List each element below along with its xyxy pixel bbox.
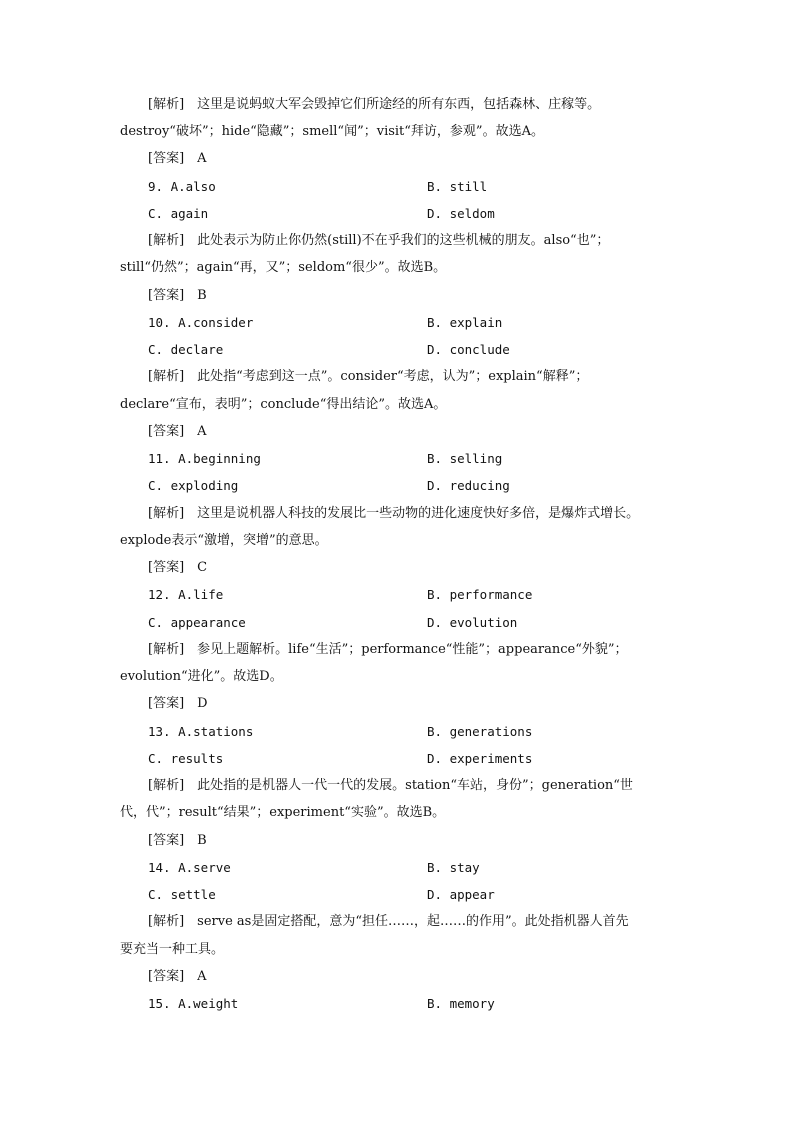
explanation-line: [解析] 此处指“考虑到这一点”。consider“考虑，认为”；explain“解释”； xyxy=(148,369,589,384)
option-c: C. exploding xyxy=(148,478,239,493)
explanation-line: [解析] 此处指的是机器人一代一代的发展。station“车站，身份”；generation“世 xyxy=(148,778,633,793)
option-c: C. declare xyxy=(148,342,224,357)
option-c: C. settle xyxy=(148,887,216,902)
answer-line: [答案] C xyxy=(148,560,208,575)
answer-line: [答案] A xyxy=(148,969,207,984)
option-a: 13. A.stations xyxy=(148,724,254,739)
explanation-line: [解析] serve as是固定搭配，意为“担任……，起……的作用”。此处指机器人首先 xyxy=(148,914,629,929)
answer-line: [答案] A xyxy=(148,151,207,166)
explanation-line: destroy“破坏”；hide“隐藏”；smell“闻”；visit“拜访，参观”。故选A。 xyxy=(120,124,544,139)
answer-line: [答案] D xyxy=(148,696,208,711)
option-b: B. stay xyxy=(427,860,480,875)
option-a: 9. A.also xyxy=(148,179,216,194)
explanation-line: explode表示“激增，突增”的意思。 xyxy=(120,533,328,548)
explanation-line: 要充当一种工具。 xyxy=(120,942,225,957)
option-a: 10. A.consider xyxy=(148,315,254,330)
option-b: B. selling xyxy=(427,451,503,466)
option-c: C. results xyxy=(148,751,224,766)
option-a: 12. A.life xyxy=(148,587,224,602)
option-a: 15. A.weight xyxy=(148,996,239,1011)
option-b: B. still xyxy=(427,179,488,194)
option-d: D. appear xyxy=(427,887,495,902)
option-b: B. memory xyxy=(427,996,495,1011)
option-d: D. conclude xyxy=(427,342,510,357)
answer-line: [答案] B xyxy=(148,288,207,303)
explanation-line: [解析] 这里是说蚂蚁大军会毁掉它们所途经的所有东西，包括森林、庄稼等。 xyxy=(148,97,601,112)
answer-line: [答案] A xyxy=(148,424,207,439)
option-c: C. appearance xyxy=(148,615,246,630)
explanation-line: declare“宣布，表明”；conclude“得出结论”。故选A。 xyxy=(120,397,447,412)
option-d: D. seldom xyxy=(427,206,495,221)
option-d: D. evolution xyxy=(427,615,518,630)
answer-line: [答案] B xyxy=(148,833,207,848)
option-d: D. reducing xyxy=(427,478,510,493)
option-a: 11. A.beginning xyxy=(148,451,261,466)
option-b: B. generations xyxy=(427,724,533,739)
explanation-line: evolution“进化”。故选D。 xyxy=(120,669,283,684)
explanation-line: [解析] 参见上题解析。life“生活”；performance“性能”；appearance“外貌”； xyxy=(148,642,628,657)
explanation-line: still“仍然”；again“再，又”；seldom“很少”。故选B。 xyxy=(120,260,447,275)
option-b: B. performance xyxy=(427,587,533,602)
explanation-line: [解析] 此处表示为防止你仍然(still)不在乎我们的这些机械的朋友。also“也”； xyxy=(148,233,610,248)
option-c: C. again xyxy=(148,206,209,221)
option-b: B. explain xyxy=(427,315,503,330)
explanation-line: 代，代”；result“结果”；experiment“实验”。故选B。 xyxy=(120,805,446,820)
option-d: D. experiments xyxy=(427,751,533,766)
explanation-line: [解析] 这里是说机器人科技的发展比一些动物的进化速度快好多倍，是爆炸式增长。 xyxy=(148,506,640,521)
option-a: 14. A.serve xyxy=(148,860,231,875)
